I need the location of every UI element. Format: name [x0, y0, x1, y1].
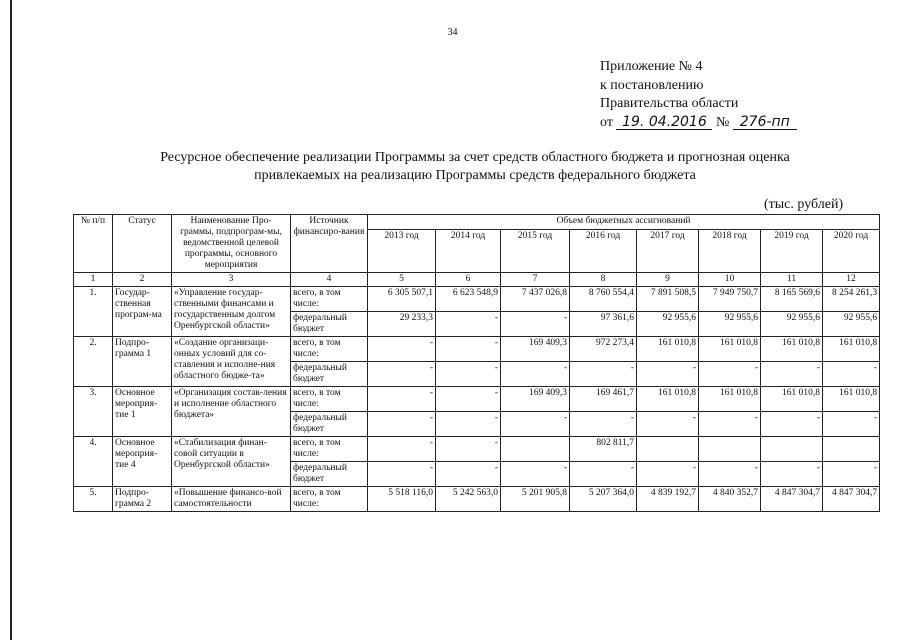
page-number: 34	[447, 27, 458, 38]
value-cell: 161 010,8	[823, 387, 880, 412]
from-label: от	[600, 114, 613, 130]
value-cell: -	[501, 412, 570, 437]
value-cell: 161 010,8	[637, 387, 699, 412]
value-cell: 161 010,8	[637, 337, 699, 362]
value-cell: 8 254 261,3	[823, 287, 880, 312]
value-cell: 29 233,3	[368, 312, 436, 337]
row-status: Подпро-грамма 1	[113, 337, 172, 387]
value-cell: 161 010,8	[699, 337, 761, 362]
value-cell: -	[699, 362, 761, 387]
row-name: «Стабилизация финан-совой ситуации в Оренбургской области»	[172, 437, 291, 487]
row-source: федеральный бюджет	[291, 412, 368, 437]
header-volume: Объем бюджетных ассигнований	[368, 215, 880, 230]
value-cell: 5 207 364,0	[570, 487, 637, 512]
column-index: 12	[823, 273, 880, 287]
header-status: Статус	[113, 215, 172, 273]
value-cell: 6 623 548,9	[436, 287, 501, 312]
value-cell: -	[637, 362, 699, 387]
value-cell: -	[823, 412, 880, 437]
row-status: Государ-ственная програм-ма	[113, 287, 172, 337]
row-source: федеральный бюджет	[291, 362, 368, 387]
value-cell: 169 461,7	[570, 387, 637, 412]
value-cell: -	[823, 362, 880, 387]
row-name: «Создание организаци-онных условий для со-ставления и исполне-ния областного бюдже-та»	[172, 337, 291, 387]
value-cell: 161 010,8	[699, 387, 761, 412]
header-row	[74, 215, 880, 230]
value-cell: 4 840 352,7	[699, 487, 761, 512]
table-row	[74, 287, 880, 312]
row-name: «Повышение финансо-вой самостоятельности	[172, 487, 291, 512]
value-cell: 8 760 554,4	[570, 287, 637, 312]
header-year: 2015 год	[501, 230, 570, 273]
value-cell: 97 361,6	[570, 312, 637, 337]
value-cell: -	[436, 387, 501, 412]
row-status: Основное мероприя-тие 4	[113, 437, 172, 487]
value-cell: -	[368, 387, 436, 412]
document-title	[60, 149, 890, 185]
value-cell: -	[761, 462, 823, 487]
number-label: №	[715, 114, 730, 130]
value-cell: 6 305 507,1	[368, 287, 436, 312]
row-number: 5.	[74, 487, 113, 512]
value-cell: -	[570, 362, 637, 387]
value-cell: -	[823, 462, 880, 487]
value-cell: 4 839 192,7	[637, 487, 699, 512]
value-cell: -	[501, 462, 570, 487]
approval-date: 19. 04.2016	[616, 115, 712, 130]
header-year: 2016 год	[570, 230, 637, 273]
column-index: 4	[291, 273, 368, 287]
column-index-row	[74, 273, 880, 287]
header-year: 2017 год	[637, 230, 699, 273]
row-name: «Организация состав-ления и исполнение областного бюджета»	[172, 387, 291, 437]
row-source: всего, в том числе:	[291, 387, 368, 412]
value-cell: -	[699, 412, 761, 437]
value-cell: -	[501, 362, 570, 387]
row-number: 4.	[74, 437, 113, 487]
value-cell: -	[761, 362, 823, 387]
value-cell: -	[570, 412, 637, 437]
value-cell: 92 955,6	[761, 312, 823, 337]
value-cell: 161 010,8	[761, 387, 823, 412]
row-source: всего, в том числе:	[291, 487, 368, 512]
value-cell: 169 409,3	[501, 387, 570, 412]
column-index: 10	[699, 273, 761, 287]
value-cell: -	[570, 462, 637, 487]
value-cell	[761, 437, 823, 462]
row-name: «Управление государ-ственными финансами и государственным долгом Оренбургской области»	[172, 287, 291, 337]
approval-number: 276-пп	[733, 115, 797, 130]
value-cell: -	[436, 437, 501, 462]
table-row	[74, 487, 880, 512]
title-line-2: привлекаемых на реализацию Программы средств федерального бюджета	[254, 168, 696, 183]
header-source: Источник финансиро-вания	[291, 215, 368, 273]
column-index: 7	[501, 273, 570, 287]
column-index: 1	[74, 273, 113, 287]
value-cell: -	[368, 462, 436, 487]
value-cell: 92 955,6	[637, 312, 699, 337]
column-index: 3	[172, 273, 291, 287]
value-cell: 161 010,8	[761, 337, 823, 362]
header-year: 2019 год	[761, 230, 823, 273]
header-num: № п/п	[74, 215, 113, 273]
value-cell: -	[436, 462, 501, 487]
value-cell: 92 955,6	[823, 312, 880, 337]
government-label: Правительства области	[600, 96, 739, 111]
row-source: всего, в том числе:	[291, 437, 368, 462]
title-line-1: Ресурсное обеспечение реализации Программы за счет средств областного бюджета и прогнозная оценка	[160, 150, 790, 165]
table-row	[74, 387, 880, 412]
row-status: Основное мероприя-тие 1	[113, 387, 172, 437]
value-cell: -	[436, 362, 501, 387]
value-cell: -	[368, 362, 436, 387]
value-cell: 4 847 304,7	[761, 487, 823, 512]
column-index: 8	[570, 273, 637, 287]
row-number: 1.	[74, 287, 113, 337]
value-cell: -	[699, 462, 761, 487]
value-cell: 7 891 508,5	[637, 287, 699, 312]
approval-date-line	[600, 114, 797, 133]
value-cell	[823, 437, 880, 462]
resolution-label: к постановлению	[600, 77, 704, 93]
budget-table	[73, 214, 880, 512]
row-source: федеральный бюджет	[291, 462, 368, 487]
value-cell: 7 949 750,7	[699, 287, 761, 312]
column-index: 11	[761, 273, 823, 287]
value-cell: -	[368, 412, 436, 437]
value-cell: -	[436, 412, 501, 437]
row-number: 3.	[74, 387, 113, 437]
header-year: 2013 год	[368, 230, 436, 273]
header-year: 2020 год	[823, 230, 880, 273]
approval-block	[600, 58, 797, 132]
value-cell: 8 165 569,6	[761, 287, 823, 312]
column-index: 5	[368, 273, 436, 287]
value-cell: -	[501, 312, 570, 337]
value-cell: 5 201 905,8	[501, 487, 570, 512]
table-row	[74, 337, 880, 362]
value-cell: 5 242 563,0	[436, 487, 501, 512]
value-cell	[699, 437, 761, 462]
value-cell: 161 010,8	[823, 337, 880, 362]
row-status: Подпро-грамма 2	[113, 487, 172, 512]
units-label: (тыс. рублей)	[764, 197, 844, 212]
value-cell: 802 811,7	[570, 437, 637, 462]
value-cell: 972 273,4	[570, 337, 637, 362]
header-year: 2018 год	[699, 230, 761, 273]
value-cell: 7 437 026,8	[501, 287, 570, 312]
value-cell	[501, 437, 570, 462]
row-source: федеральный бюджет	[291, 312, 368, 337]
value-cell: -	[637, 462, 699, 487]
row-source: всего, в том числе:	[291, 287, 368, 312]
row-source: всего, в том числе:	[291, 337, 368, 362]
value-cell: -	[368, 437, 436, 462]
appendix-label: Приложение № 4	[600, 59, 703, 74]
value-cell: -	[761, 412, 823, 437]
column-index: 2	[113, 273, 172, 287]
value-cell: -	[368, 337, 436, 362]
scan-edge	[10, 0, 12, 640]
value-cell: 4 847 304,7	[823, 487, 880, 512]
table-row	[74, 437, 880, 462]
value-cell: -	[436, 337, 501, 362]
header-name: Наименование Про-граммы, подпрограм-мы, ведомственной целевой программы, основного мероприятия	[172, 215, 291, 273]
row-number: 2.	[74, 337, 113, 387]
value-cell: 5 518 116,0	[368, 487, 436, 512]
value-cell	[637, 437, 699, 462]
header-year: 2014 год	[436, 230, 501, 273]
value-cell: -	[637, 412, 699, 437]
column-index: 9	[637, 273, 699, 287]
column-index: 6	[436, 273, 501, 287]
value-cell: -	[436, 312, 501, 337]
value-cell: 92 955,6	[699, 312, 761, 337]
value-cell: 169 409,3	[501, 337, 570, 362]
